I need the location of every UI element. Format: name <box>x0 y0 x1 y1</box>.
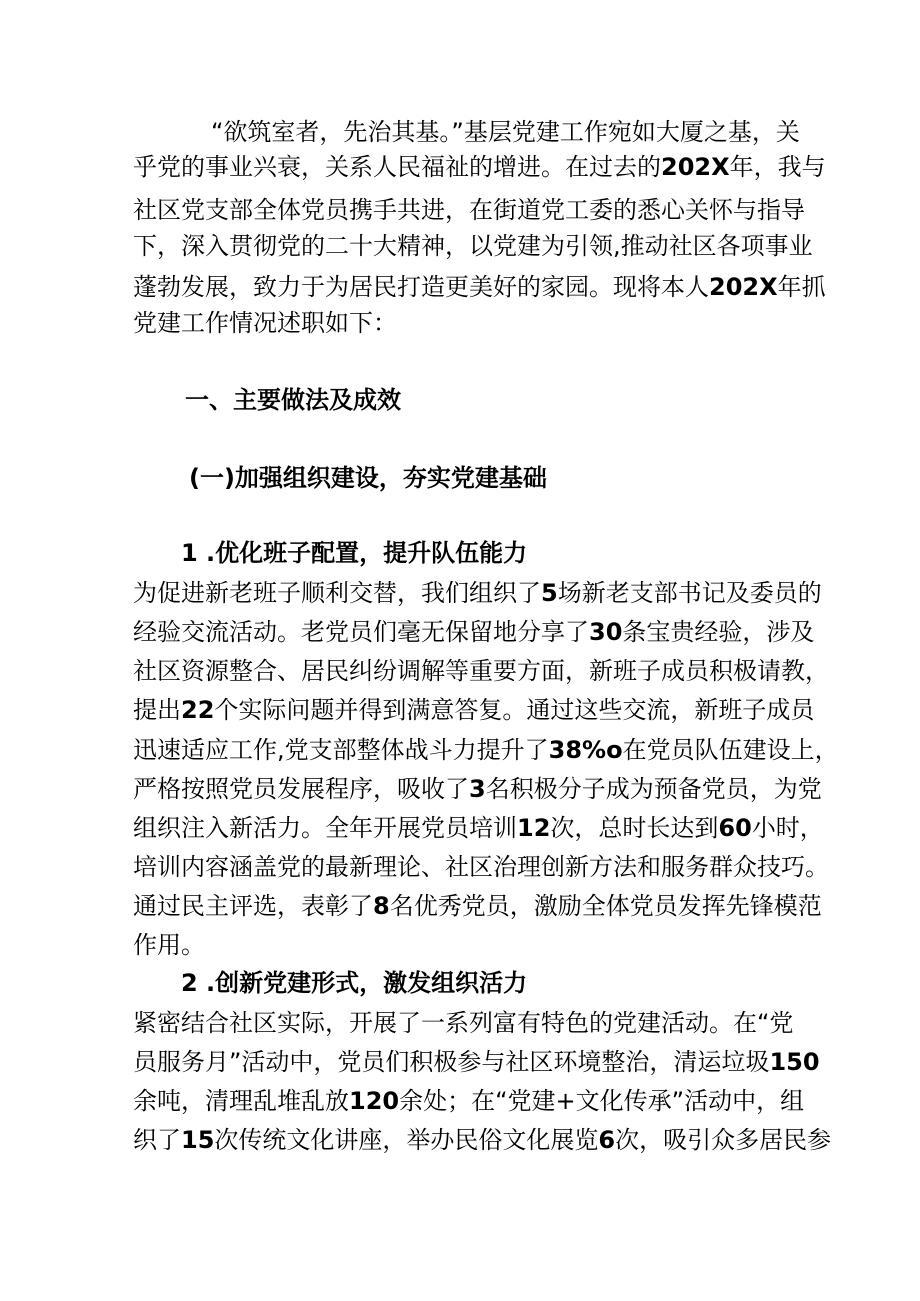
intro-line-6: 党建工作情况述职如下： <box>133 309 397 337</box>
item2-line-2: 员服务月”活动中，党员们积极参与社区环境整治，清运垃圾150 <box>133 1048 820 1076</box>
item1-line-5: 迅速适应工作,党支部整体战斗力提升了38%o在党员队伍建设上， <box>133 736 839 764</box>
item1-line-10: 作用。 <box>133 931 205 959</box>
intro-line-2: 乎党的事业兴衰，关系人民福祉的增进。在过去的202X年，我与 <box>133 153 826 181</box>
item2-line-1: 紧密结合社区实际，开展了一系列富有特色的党建活动。在“党 <box>133 1009 794 1037</box>
item-heading-1: 1 .优化班子配置，提升队伍能力 <box>181 539 528 567</box>
item1-line-9: 通过民主评选，表彰了8名优秀党员，激励全体党员发挥先锋模范 <box>133 892 822 920</box>
item1-line-6: 严格按照党员发展程序，吸收了3名积极分子成为预备党员，为党 <box>133 775 822 803</box>
item1-line-1: 为促进新老班子顺利交替，我们组织了5场新老支部书记及委员的 <box>133 579 822 607</box>
item1-line-8: 培训内容涵盖党的最新理论、社区治理创新方法和服务群众技巧。 <box>133 853 829 881</box>
item1-line-4: 提出22个实际问题并得到满意答复。通过这些交流，新班子成员 <box>133 696 815 724</box>
item1-line-7: 组织注入新活力。全年开展党员培训12次，总时长达到60小时， <box>133 814 824 842</box>
subsection-heading: (一)加强组织建设，夯实党建基础 <box>189 464 547 492</box>
intro-line-1: “欲筑室者，先治其基。”基层党建工作宛如大厦之基，关 <box>211 118 800 146</box>
item-heading-2: 2 .创新党建形式，激发组织活力 <box>181 969 528 997</box>
item1-line-2: 经验交流活动。老党员们毫无保留地分享了30条宝贵经验，涉及 <box>133 618 815 646</box>
intro-line-3: 社区党支部全体党员携手共进，在街道党工委的悉心关怀与指导 <box>133 196 805 224</box>
section-heading: 一、主要做法及成效 <box>185 386 401 414</box>
intro-line-4: 下，深入贯彻党的二十大精神，以党建为引领,推动社区各项事业 <box>133 232 813 260</box>
item2-line-4: 织了15次传统文化讲座，举办民俗文化展览6次，吸引众多居民参 <box>133 1126 832 1154</box>
item2-line-3: 余吨，清理乱堆乱放120余处；在“党建+文化传承”活动中，组 <box>133 1087 805 1115</box>
intro-line-5: 蓬勃发展，致力于为居民打造更美好的家园。现将本人202X年抓 <box>133 273 826 301</box>
item1-line-3: 社区资源整合、居民纠纷调解等重要方面，新班子成员积极请教， <box>133 657 829 685</box>
